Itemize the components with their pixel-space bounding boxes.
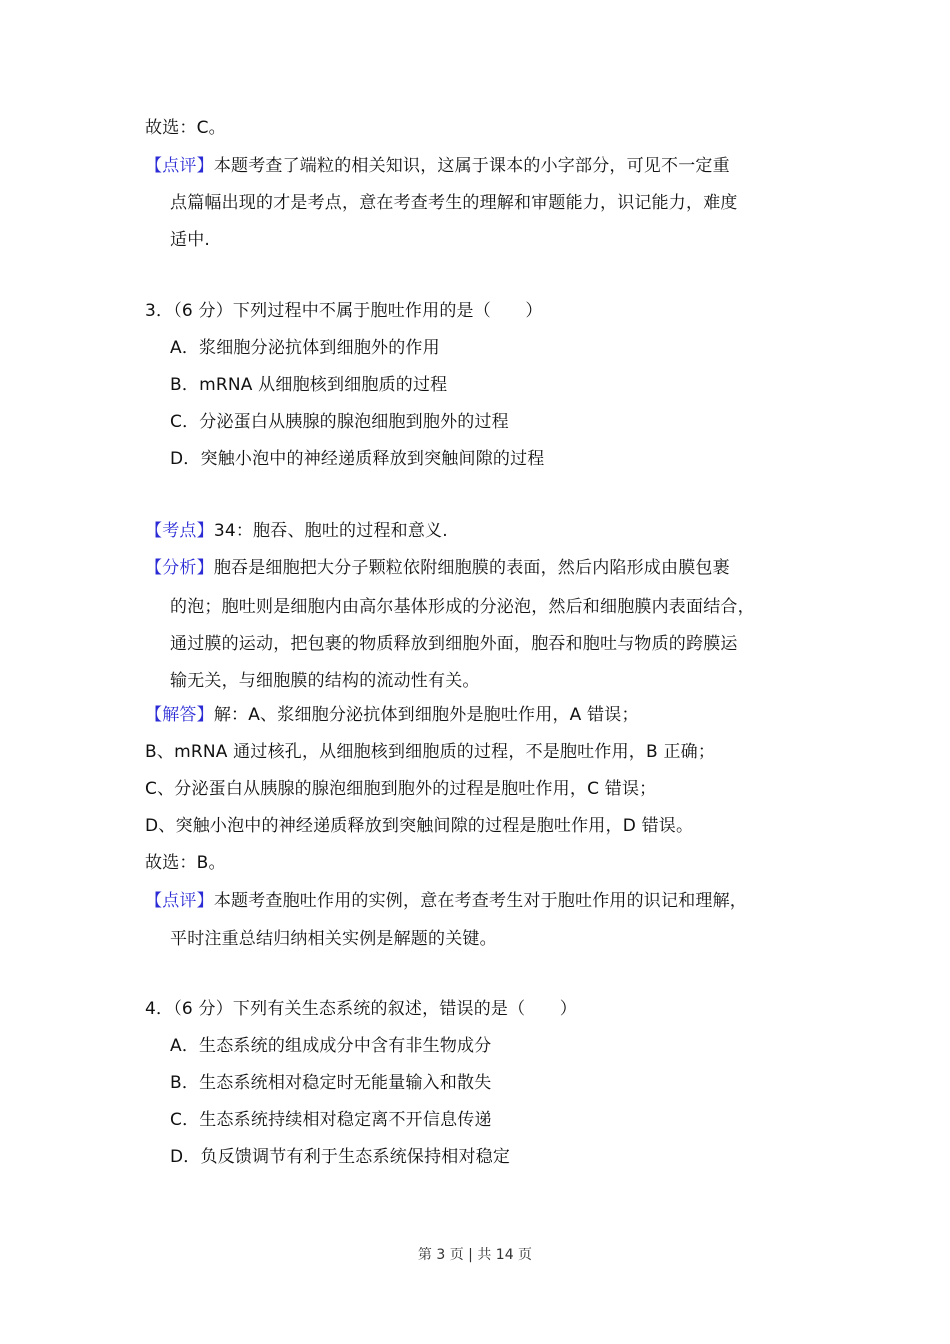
question-3-stem: 3．（6 分）下列过程中不属于胞吐作用的是（ ）	[145, 301, 543, 321]
review-text: 本题考查胞吐作用的实例，意在考查考生对于胞吐作用的识记和理解，	[213, 891, 748, 911]
question-3-review	[145, 890, 747, 912]
fenxi-section	[145, 557, 730, 579]
jieda-tag: 【解答】	[145, 705, 214, 725]
page-footer: 第 3 页 | 共 14 页	[417, 1247, 533, 1263]
review-text-cont: 适中.	[170, 230, 211, 250]
jieda-choice-line: 故选：B。	[145, 853, 226, 873]
jieda-section	[145, 704, 639, 726]
fenxi-text-cont: 的泡；胞吐则是细胞内由高尔基体形成的分泌泡，然后和细胞膜内表面结合，	[170, 597, 755, 617]
question-3-option-b: B．mRNA 从细胞核到细胞质的过程	[170, 375, 448, 395]
review-text-cont: 平时注重总结归纳相关实例是解题的关键。	[170, 929, 497, 949]
review-text: 本题考查了端粒的相关知识，这属于课本的小字部分，可见不一定重	[213, 156, 730, 176]
review-tag: 【点评】	[145, 891, 214, 911]
fenxi-text-cont: 输无关，与细胞膜的结构的流动性有关。	[170, 671, 480, 691]
jieda-line-c: C、分泌蛋白从胰腺的腺泡细胞到胞外的过程是胞吐作用，C 错误；	[145, 779, 657, 799]
question-4-stem: 4．（6 分）下列有关生态系统的叙述，错误的是（ ）	[145, 999, 577, 1019]
question-4-option-c: C．生态系统持续相对稳定离不开信息传递	[170, 1110, 492, 1130]
jieda-line-d: D、突触小泡中的神经递质释放到突触间隙的过程是胞吐作用，D 错误。	[145, 816, 694, 836]
question-3-option-a: A．浆细胞分泌抗体到细胞外的作用	[170, 338, 440, 358]
question-4-option-d: D．负反馈调节有利于生态系统保持相对稳定	[170, 1147, 511, 1167]
fenxi-tag: 【分析】	[145, 558, 214, 578]
fenxi-text-cont: 通过膜的运动，把包裹的物质释放到细胞外面，胞吞和胞吐与物质的跨膜运	[170, 634, 738, 654]
question-3-option-d: D．突触小泡中的神经递质释放到突触间隙的过程	[170, 449, 545, 469]
kaodian-section	[145, 520, 448, 542]
question-4-option-a: A．生态系统的组成成分中含有非生物成分	[170, 1036, 492, 1056]
jieda-line-b: B、mRNA 通过核孔，从细胞核到细胞质的过程，不是胞吐作用，B 正确；	[145, 742, 716, 762]
question-4-option-b: B．生态系统相对稳定时无能量输入和散失	[170, 1073, 492, 1093]
review-tag: 【点评】	[145, 156, 214, 176]
kaodian-text: 34：胞吞、胞吐的过程和意义.	[213, 521, 448, 541]
fenxi-text: 胞吞是细胞把大分子颗粒依附细胞膜的表面，然后内陷形成由膜包裹	[213, 558, 730, 578]
previous-review	[145, 155, 730, 177]
jieda-text: 解：A、浆细胞分泌抗体到细胞外是胞吐作用，A 错误；	[213, 705, 639, 725]
previous-choice-line: 故选：C。	[145, 118, 226, 138]
review-text-cont: 点篇幅出现的才是考点，意在考查考生的理解和审题能力，识记能力，难度	[170, 193, 738, 213]
question-3-option-c: C．分泌蛋白从胰腺的腺泡细胞到胞外的过程	[170, 412, 509, 432]
kaodian-tag: 【考点】	[145, 521, 214, 541]
